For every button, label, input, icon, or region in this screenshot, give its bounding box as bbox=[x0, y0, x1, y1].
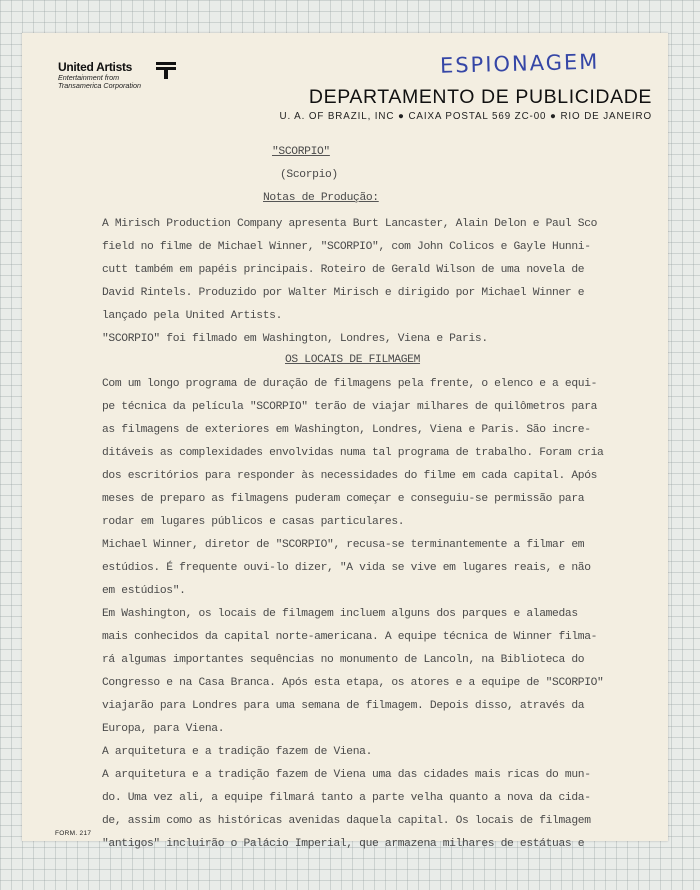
body-line: A Mirisch Production Company apresenta Burt Lancaster, Alain Delon e Paul Sco bbox=[102, 218, 598, 230]
body-line: rá algumas importantes sequências no monumento de Lancoln, na Biblioteca do bbox=[102, 654, 585, 666]
body-line: cutt também em papéis principais. Roteiro de Gerald Wilson de uma novela de bbox=[102, 264, 585, 276]
body-line: field no filme de Michael Winner, "SCORPIO", com John Colicos e Gayle Hunni- bbox=[102, 241, 591, 253]
document-title: "SCORPIO" bbox=[272, 146, 330, 158]
body-line: do. Uma vez ali, a equipe filmará tanto a parte velha quanto a nova da cida- bbox=[102, 792, 591, 804]
body-line: "SCORPIO" foi filmado em Washington, Londres, Viena e Paris. bbox=[102, 333, 488, 345]
body-line: lançado pela United Artists. bbox=[102, 310, 283, 322]
department-title: DEPARTAMENTO DE PUBLICIDADE bbox=[308, 86, 652, 108]
body-line: Congresso e na Casa Branca. Após esta etapa, os atores e a equipe de "SCORPIO" bbox=[102, 677, 604, 689]
body-line: ditáveis as complexidades envolvidas numa tal programa de trabalho. Foram cria bbox=[102, 447, 604, 459]
body-line: meses de preparo as filmagens puderam começar e conseguiu-se permissão para bbox=[102, 493, 585, 505]
body-line: rodar em lugares públicos e casas particulares. bbox=[102, 516, 405, 528]
body-line: Michael Winner, diretor de "SCORPIO", recusa-se terminantemente a filmar em bbox=[102, 539, 585, 551]
body-line: A arquitetura e a tradição fazem de Viena. bbox=[102, 746, 373, 758]
transamerica-t-icon bbox=[156, 61, 176, 79]
document-subtitle: (Scorpio) bbox=[280, 169, 338, 181]
notes-heading: Notas de Produção: bbox=[263, 192, 379, 204]
body-line: viajarão para Londres para uma semana de filmagem. Depois disso, através da bbox=[102, 700, 585, 712]
document-sheet bbox=[22, 33, 668, 850]
section-heading: OS LOCAIS DE FILMAGEM bbox=[285, 354, 421, 366]
body-line: "antigos" incluirão o Palácio Imperial, que armazena milhares de estátuas e bbox=[102, 838, 585, 850]
logo-subtitle-1: Entertainment from bbox=[58, 73, 120, 82]
united-artists-logo bbox=[58, 61, 198, 90]
body-line: estúdios. É frequente ouvi-lo dizer, "A vida se vive em lugares reais, e não bbox=[102, 562, 591, 574]
body-line: pe técnica da película "SCORPIO" terão de viajar milhares de quilômetros para bbox=[102, 401, 598, 413]
body-line: Em Washington, os locais de filmagem incluem alguns dos parques e alamedas bbox=[102, 608, 578, 620]
department-address: U. A. OF BRAZIL, INC ● CAIXA POSTAL 569 ZC-00 ● RIO DE JANEIRO bbox=[279, 111, 652, 122]
body-line: Com um longo programa de duração de filmagens pela frente, o elenco e a equi- bbox=[102, 378, 598, 390]
body-line: Europa, para Viena. bbox=[102, 723, 225, 735]
body-line: David Rintels. Produzido por Walter Mirisch e dirigido por Michael Winner e bbox=[102, 287, 585, 299]
body-line: de, assim como as históricas avenidas daquela capital. Os locais de filmagem bbox=[102, 815, 591, 827]
body-line: A arquitetura e a tradição fazem de Viena uma das cidades mais ricas do mun- bbox=[102, 769, 591, 781]
body-line: mais conhecidos da capital norte-americana. A equipe técnica de Winner filma- bbox=[102, 631, 598, 643]
logo-name: United Artists bbox=[58, 60, 133, 74]
body-line: dos escritórios para responder às necessidades do filme em cada capital. Após bbox=[102, 470, 598, 482]
body-line: em estúdios". bbox=[102, 585, 186, 597]
body-line: as filmagens de exteriores em Washington, Londres, Viena e Paris. São incre- bbox=[102, 424, 591, 436]
handwritten-category-note: ESPIONAGEM bbox=[439, 49, 600, 78]
logo-subtitle-2: Transamerica Corporation bbox=[58, 81, 141, 90]
form-number: FORM. 217 bbox=[55, 830, 92, 837]
